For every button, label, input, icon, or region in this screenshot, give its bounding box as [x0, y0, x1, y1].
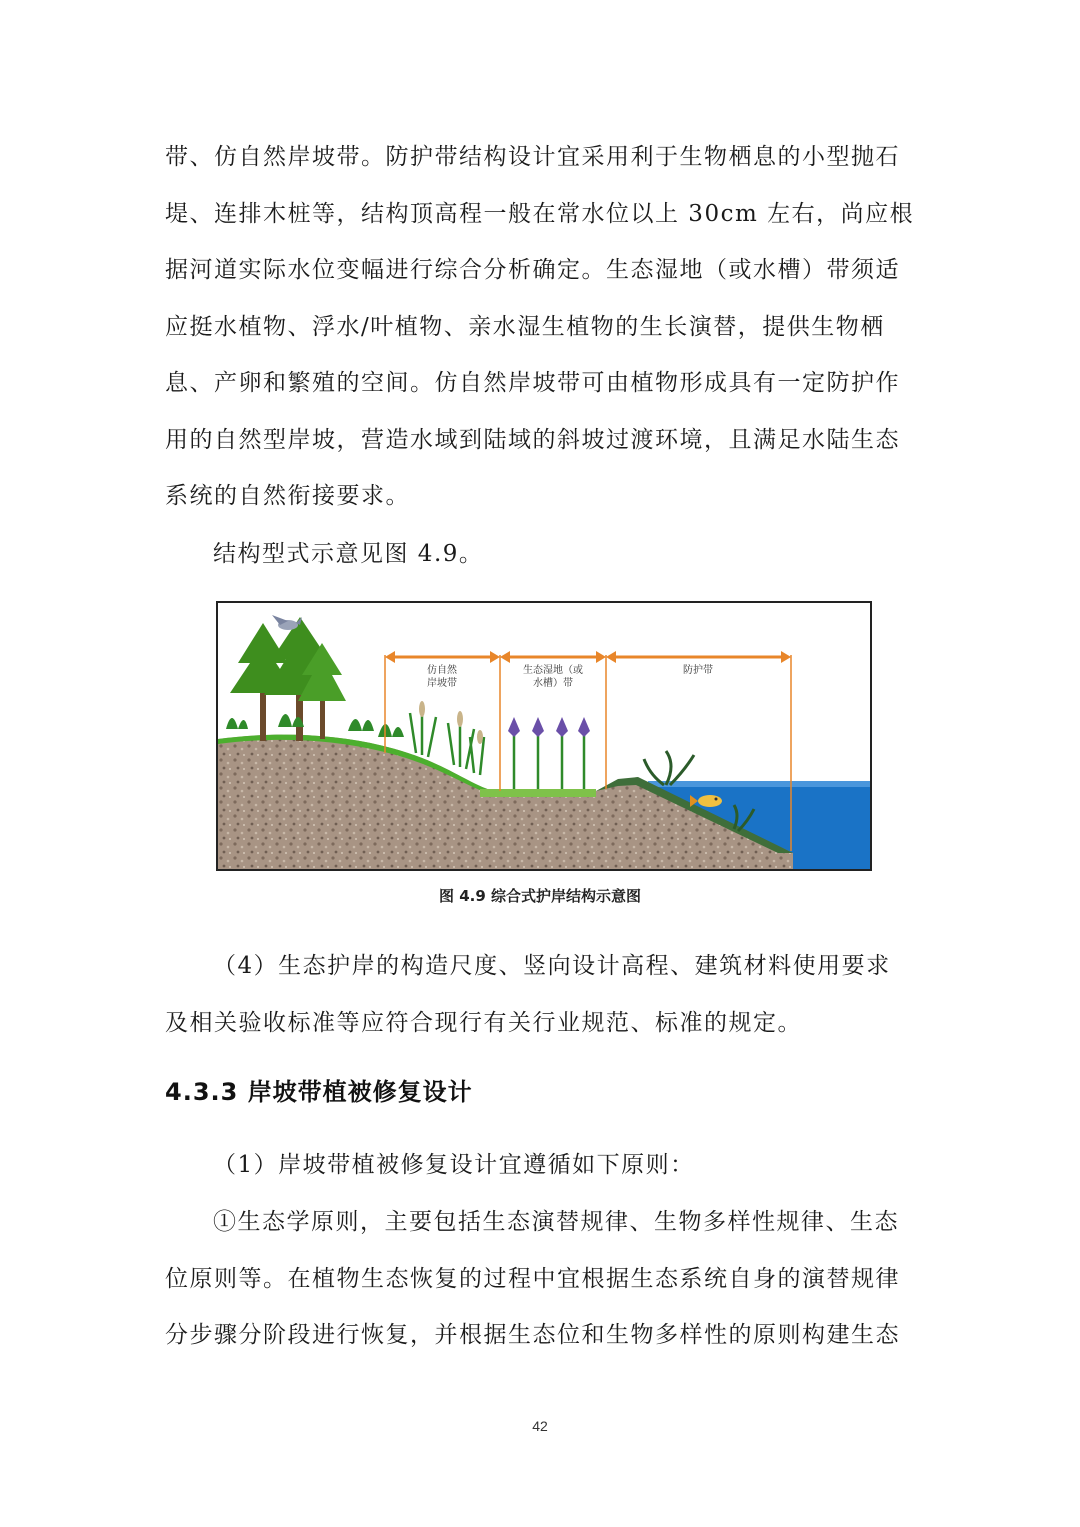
paragraph-ecology-principle: [165, 1194, 917, 1364]
paragraph-protection-zones: [165, 129, 917, 525]
dimension-arrows: [385, 651, 791, 663]
text-line: ①生态学原则，主要包括生态演替规律、生物多样性规律、生态: [213, 1209, 899, 1235]
text-line: 堤、连排木桩等，结构顶高程一般在常水位以上 30cm 左右，尚应根: [165, 200, 915, 227]
figure-caption: 图 4.9 综合式护岸结构示意图: [438, 887, 642, 905]
text-line: 结构型式示意见图 4.9。: [213, 541, 484, 567]
zone-label-natural-slope: 仿自然: [427, 665, 457, 676]
text-line: 息、产卵和繁殖的空间。仿自然岸坡带可由植物形成具有一定防护作: [165, 370, 900, 396]
text-line: 分步骤分阶段进行恢复，并根据生态位和生物多样性的原则构建生态: [165, 1322, 900, 1348]
text-line: 位原则等。在植物生态恢复的过程中宜根据生态系统自身的演替规律: [165, 1265, 900, 1292]
paragraph-figure-reference: [165, 526, 917, 583]
text-line: 系统的自然衔接要求。: [165, 483, 410, 509]
riverbank-structure-diagram: [218, 603, 870, 869]
text-line: 据河道实际水位变幅进行综合分析确定。生态湿地（或水槽）带须适: [165, 257, 900, 283]
text-line: 应挺水植物、浮水/叶植物、亲水湿生植物的生长演替，提供生物栖: [165, 313, 885, 340]
figure-4-9: [216, 601, 872, 871]
paragraph-item-1: [165, 1137, 917, 1194]
zone-label-protection: 防护带: [683, 665, 713, 676]
text-line: （4）生态护岸的构造尺度、竖向设计高程、建筑材料使用要求: [213, 953, 891, 979]
zone-label-natural-slope: 岸坡带: [427, 678, 457, 689]
zone-label-wetland: 水槽）带: [533, 678, 573, 689]
paragraph-item-4: [165, 938, 917, 1051]
text-line: 带、仿自然岸坡带。防护带结构设计宜采用利于生物栖息的小型抛石: [165, 144, 900, 170]
wetland-trough: [480, 789, 596, 797]
zone-label-wetland: 生态湿地（或: [523, 665, 583, 676]
text-line: 用的自然型岸坡，营造水域到陆域的斜坡过渡环境，且满足水陆生态: [165, 426, 900, 453]
iris-plant-icon: [508, 717, 590, 789]
text-line: （1）岸坡带植被修复设计宜遵循如下原则：: [213, 1152, 695, 1178]
text-line: 及相关验收标准等应符合现行有关行业规范、标准的规定。: [165, 1009, 802, 1036]
shrub-icon: [226, 714, 404, 737]
section-heading: 4.3.3 岸坡带植被修复设计: [165, 1078, 473, 1106]
page-number: 42: [532, 1418, 548, 1434]
